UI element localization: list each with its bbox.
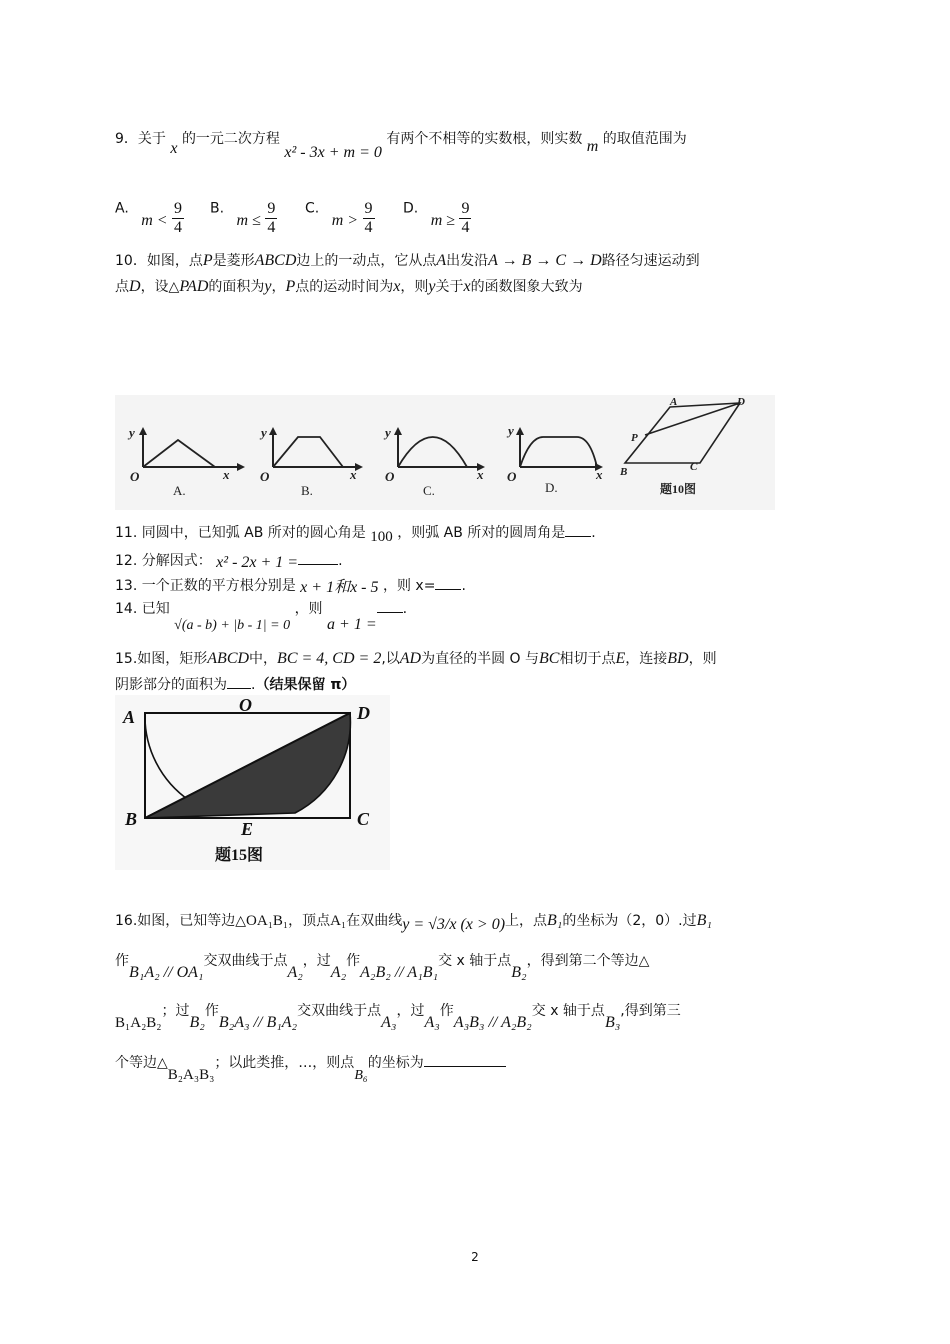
q16-line4: 个等边△B₂A₃B₃；以此类推，…，则点B₆的坐标为 [115,1052,506,1072]
rhombus-label-b: B [620,466,628,478]
graph-c-label: C. [423,483,435,498]
q12-answer-blank[interactable] [298,564,338,565]
q9-option-c: C. m > $\frac{9}{4}$ [305,200,373,236]
graph-b-y-label: y [261,425,267,440]
q14-answer-blank[interactable] [377,612,403,613]
q10-line1: 10．如图，点P是菱形ABCD边上的一动点，它从点A出发沿A → B → C → D路径匀速运动到 [115,252,700,269]
q9-option-a: A. m < $\frac{9}{4}$ [115,200,183,236]
graph-a-x-label: x [223,467,230,482]
q15-answer-blank[interactable] [227,688,251,689]
q15-label-e: E [241,819,254,839]
page-number: 2 [471,1250,479,1264]
q9-equation: x² - 3x + m = 0 [284,144,382,161]
q11: 11. 同圆中，已知弧 AB 所对的圆心角是 100 ，则弧 AB 所对的圆周角是 . [115,525,596,545]
q15-label-o: O [239,695,252,715]
rhombus-label-d: D [737,396,745,408]
q10-caption: 题10图 [660,482,697,496]
graph-d-y-label: y [508,423,514,438]
q11-answer-blank[interactable] [565,536,591,537]
q9-label: 9．关于 [115,131,166,147]
q13: 13. 一个正数的平方根分别是 x + 1和x - 5 ，则 x= . [115,578,466,596]
graph-b-label: B. [301,483,313,498]
q15-label-d: D [357,703,370,723]
q15-figure [115,695,390,870]
q9-option-d: D. m ≥ $\frac{9}{4}$ [403,200,470,236]
q15-label-b: B [125,809,138,829]
graph-c-origin: O [385,469,395,484]
graph-c-y-label: y [385,425,391,440]
graph-b-origin: O [260,469,270,484]
rhombus-label-c: C [690,461,698,473]
graph-d-label: D. [545,480,558,495]
q14: 14. 已知 √(a - b) + |b - 1| = 0 ，则 a + 1 =. [115,601,408,633]
q9-text3: 的取值范围为 [602,131,687,147]
q10-line2: 点D，设△PAD的面积为y，P点的运动时间为x，则y关于x的函数图象大致为 [115,278,583,295]
q12: 12. 分解因式： x² - 2x + 1 = . [115,553,343,571]
q15-caption: 题15图 [215,847,264,864]
graph-a-origin: O [130,469,140,484]
q9-var-x: x [170,140,178,157]
q9-line1 [115,128,687,161]
graph-d-origin: O [507,469,517,484]
q16-line3: B₁A₂B₂；过B₂作B₂A₃ // B₁A₂交双曲线于点A₃，过A₃作A₃B₃ // A₂B₂交 x 轴于点B₃,得到第三 [115,1003,681,1031]
rhombus-label-a: A [670,396,678,408]
q15-label-a: A [123,707,136,727]
graph-a-label: A. [173,483,186,498]
q9-var-m: m [586,138,599,155]
q13-answer-blank[interactable] [435,589,461,590]
q15-line1: 15.如图，矩形ABCD中，BC = 4, CD = 2,以AD为直径的半圆 O 与BC相切于点E，连接BD，则 [115,650,717,667]
q9-option-b: B. m ≤ $\frac{9}{4}$ [210,200,276,236]
graph-b-x-label: x [350,467,357,482]
q9-text2: 有两个不相等的实数根，则实数 [386,131,583,147]
q16-answer-blank[interactable] [424,1066,506,1067]
graph-a-y-label: y [129,425,135,440]
q9-text1: 的一元二次方程 [181,131,280,147]
q15-label-c: C [357,809,370,829]
rhombus-label-p: P [631,432,638,444]
graph-c-x-label: x [477,467,484,482]
q15-line2: 阴影部分的面积为 .（结果保留 π） [115,677,356,693]
q16-line1: 16.如图，已知等边△OA₁B₁，顶点A₁在双曲线y = √3/x (x > 0)上，点B₁的坐标为（2，0）.过B₁ [115,912,712,933]
q10-figure [115,395,775,510]
graph-d-x-label: x [596,467,603,482]
q16-line2: 作B₁A₂ // OA₁交双曲线于点A₂，过A₂作A₂B₂ // A₁B₁交 x 轴于点B₂，得到第二个等边△ [115,953,650,981]
